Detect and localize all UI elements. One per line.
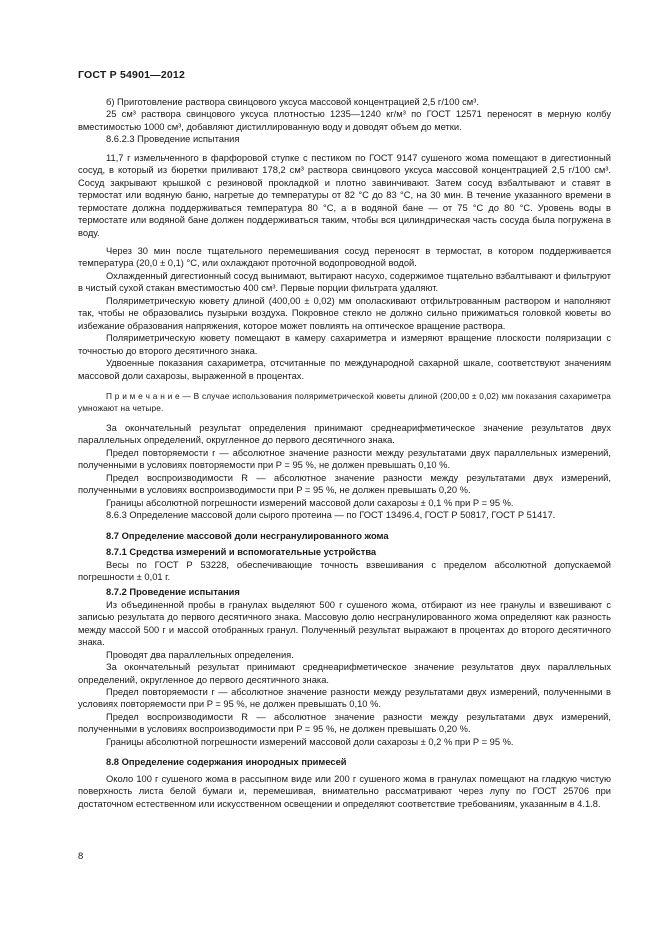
paragraph: Охлажденный дигестионный сосуд вынимают, вытирают насухо, содержимое тщательно взбалтывают и фильтруют в чистый сухой стакан вместимостью 400 см³. Первые порции фильтрата удаляют. [78, 270, 611, 294]
subsection-heading: 8.7.2 Проведение испытания [106, 587, 240, 598]
paragraph: Через 30 мин после тщательного перемешивания сосуд переносят в термостат, в котором поддерживается температура (20,0 ± 0,1) °С, или охлаждают проточной водопроводной водой. [78, 245, 611, 269]
paragraph: За окончательный результат определения принимают среднеарифметическое значение результатов двух параллельных определений, округленное до первого десятичного знака. [78, 422, 611, 446]
paragraph: Из объединенной пробы в гранулах выделяют 500 г сушеного жома, отбирают из нее гранулы и взвешивают с записью результата до первого десятичного знака. Массовую долю несгранулированного жома определяют как разность между массой 500 г и массой отобранных гранул. Полученный результат выражают в процентах до второго десятичного знака. [78, 599, 611, 648]
paragraph: Предел повторяемости r — абсолютное значение разности между результатами двух параллельных измерений, полученными в условиях повторяемости при P = 95 %, не должен превышать 0,10 %. [78, 447, 611, 471]
document-body [78, 96, 611, 810]
paragraph: Предел повторяемости r — абсолютное значение разности между результатами двух измерений, полученными в условиях повторяемости при P = 95 %, не должен превышать 0,10 %. [78, 687, 611, 710]
paragraph: 25 см³ раствора свинцового уксуса плотностью 1235—1240 кг/м³ по ГОСТ 12571 переносят в мерную колбу вместимостью 1000 см³, добавляют дистиллированную воду и доводят объем до метки. [78, 109, 611, 132]
note: П р и м е ч а н и е — В случае использования поляриметрической кюветы длиной (200,00 ± 0,02) мм показания сахариметра умножают на четыре. [78, 390, 611, 413]
paragraph: 11,7 г измельченного в фарфоровой ступке с пестиком по ГОСТ 9147 сушеного жома помещают в дигестионный сосуд, в который из бюретки приливают 178,2 см³ раствора свинцового уксуса массовой концентрацией 2,5 г/100 см³. Сосуд закрывают крышкой с резиновой прокладкой и плотно завинчивают. Затем сосуд взбалтывают и ставят в термостат или водяную баню, нагретые до температуры от 82 °С до 83 °С, на 30 мин. В течение указанного времени в термостате должна поддерживаться температура 80 °С, а в водяной бане — от 75 °С до 80 °С. Уровень воды в термостате или водяной бане должен поддерживаться таким, чтобы вся цилиндрическая часть сосуда была погружена в воду. [78, 152, 611, 238]
paragraph: Поляриметрическую кювету длиной (400,00 ± 0,02) мм ополаскивают отфильтрованным раствором и наполняют так, чтобы не образовались пузырьки воздуха. Покровное стекло не должно сильно прижиматься головкой кюветы во избежание образования напряжения, которое может повлиять на оптическое вращение раствора. [78, 295, 611, 331]
paragraph: Проводят два параллельных определения. [106, 649, 294, 660]
paragraph: б) Приготовление раствора свинцового уксуса массовой концентрацией 2,5 г/100 см³. [106, 97, 479, 107]
paragraph: 8.6.2.3 Проведение испытания [106, 134, 240, 145]
paragraph: Около 100 г сушеного жома в рассыпном виде или 200 г сушеного жома в гранулах помещают на гладкую чистую поверхность листа белой бумаги и, перемешивая, внимательно рассматривают через лупу по ГОСТ 25706 при достаточном естественном или искусственном освещении и определяют соответствие требованиям, указанным в 4.1.8. [78, 773, 611, 809]
paragraph: 8.6.3 Определение массовой доли сырого протеина — по ГОСТ 13496.4, ГОСТ Р 50817, ГОСТ Р 51417. [106, 510, 556, 521]
paragraph: Границы абсолютной погрешности измерений массовой доли сахарозы ± 0,1 % при P = 95 %. [106, 497, 514, 508]
section-heading: 8.8 Определение содержания инородных примесей [106, 757, 347, 768]
paragraph: Весы по ГОСТ Р 53228, обеспечивающие точность взвешивания с пределом абсолютной допускаемой погрешности ± 0,01 г. [78, 559, 611, 582]
page-number: 8 [78, 851, 84, 862]
paragraph: За окончательный результат принимают среднеарифметическое значение результатов двух параллельных определений, округленное до первого десятичного знака. [78, 662, 611, 685]
document-header: ГОСТ Р 54901—2012 [78, 69, 186, 81]
paragraph: Границы абсолютной погрешности измерений массовой доли сахарозы ± 0,2 % при P = 95 %. [106, 736, 514, 747]
paragraph: Поляриметрическую кювету помещают в камеру сахариметра и измеряют вращение плоскости поляризации с точностью до второго десятичного знака. [78, 333, 611, 356]
paragraph: Удвоенные показания сахариметра, отсчитанные по международной сахарной шкале, соответствуют значениям массовой доли сахарозы, выраженной в процентах. [78, 358, 611, 381]
subsection-heading: 8.7.1 Средства измерений и вспомогательные устройства [106, 547, 377, 558]
paragraph: Предел воспроизводимости R — абсолютное значение разности между результатами двух измерений, полученными в условиях воспроизводимости при P = 95 %, не должен превышать 0,20 %. [78, 472, 611, 496]
section-heading: 8.7 Определение массовой доли несгранулированного жома [106, 530, 389, 541]
paragraph: Предел воспроизводимости R — абсолютное значение разности между результатами двух измерений, полученными в условиях воспроизводимости при P = 95 %, не должен превышать 0,20 %. [78, 711, 611, 735]
